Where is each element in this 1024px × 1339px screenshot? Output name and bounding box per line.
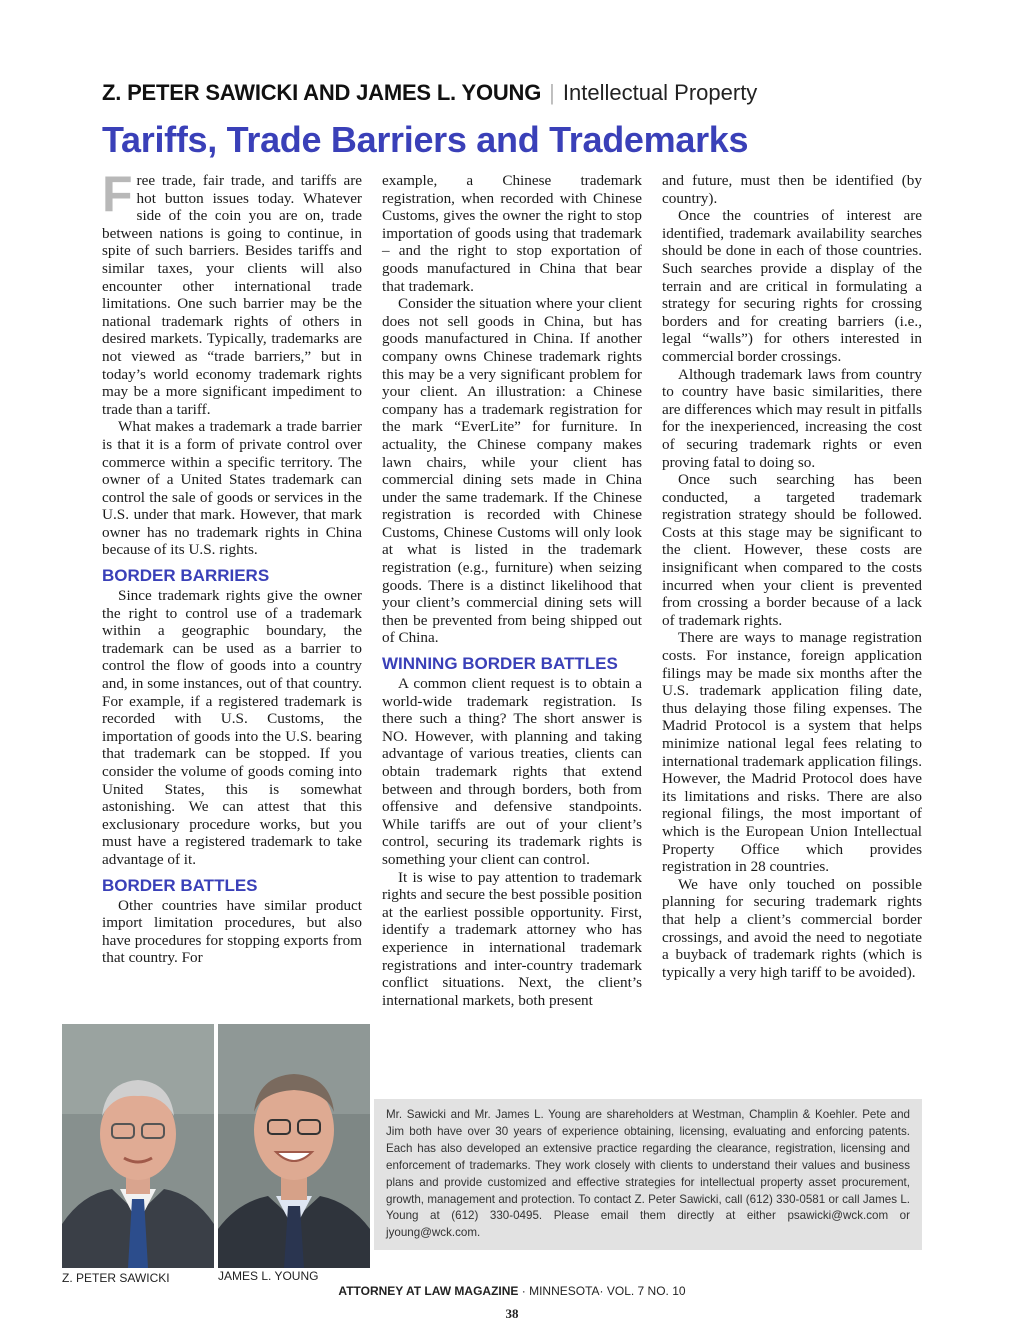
paragraph: A common client request is to obtain a world-wide trademark registration. Is there such a thing? The short answer is NO. However, with planning and taking advantage of various treaties, clients can obtain trademark rights that extend between and through borders, both from offensive and defensive standpoints. While tariffs are out of your client’s control, securing its trademark rights is something your client can control.: [382, 675, 642, 868]
author-names: Z. PETER SAWICKI AND JAMES L. YOUNG: [102, 80, 542, 105]
paragraph: We have only touched on possible planning for securing trademark rights that help a client’s commercial border crossings, and avoid the need to negotiate a buyback of trademark rights (which is typically a very high tariff to be avoided).: [662, 875, 922, 981]
article-header: [102, 78, 922, 108]
article-title: Tariffs, Trade Barriers and Trademarks: [102, 119, 749, 160]
paragraph: Although trademark laws from country to country have basic similarities, there are differences which may result in pitfalls for the inexperienced, increasing the cost of securing trademark rights or even proving fatal to doing so.: [662, 365, 922, 471]
paragraph: Once such searching has been conducted, a targeted trademark registration strategy should be followed. Costs at this stage may be significant to the client. However, these costs are insignificant when compared to the costs incurred when your client is prevented from crossing a border because of a lack of trademark rights.: [662, 471, 922, 629]
article-column-3: [662, 172, 922, 981]
portrait-sawicki-image: [62, 1024, 214, 1268]
page-number: 38: [505, 1306, 519, 1321]
paragraph: Consider the situation where your client does not sell goods in China, but has goods manufactured in China. If another company owns Chinese trademark rights this may be a very significant problem for your client. An illustration: a Chinese company has a trademark registration for the mark “EverLite” for furniture. In actuality, the Chinese company makes lawn chairs, while your client has commercial dining sets made in China under the same trademark. If the Chinese registration is recorded with Chinese Customs, Chinese Customs will only look at what is listed in the trademark registration (e.g., furniture) when seizing goods. There is a distinct likelihood that your client’s commercial dining sets will then be prevented from being shipped out of China.: [382, 295, 642, 647]
paragraph: Other countries have similar product import limitation procedures, but also have procedures for stopping exports from that country. For: [102, 896, 362, 967]
subhead-border-battles: BORDER BATTLES: [102, 875, 258, 895]
subhead-border-barriers: BORDER BARRIERS: [102, 566, 270, 586]
photo-caption-sawicki: Z. PETER SAWICKI: [62, 1271, 170, 1285]
paragraph: Once the countries of interest are identified, trademark availability searches should be done in each of those countries. Such searches provide a display of the terrain and are critical in formulating a strategy for securing rights for crossing borders and for creating barriers (i.e., legal “walls”) for others interested in commercial border crossings.: [662, 207, 922, 365]
paragraph: It is wise to pay attention to trademark rights and secure the best possible position at the earliest possible opportunity. First, identify a trademark attorney who has experience in international trademark registrations and inter-country trademark conflict situations. Next, the client’s international markets, both present: [382, 868, 642, 1009]
article-column-2: [382, 172, 642, 1009]
portrait-photo-young: [218, 1024, 370, 1268]
paragraph: [102, 166, 362, 418]
photo-caption-young: JAMES L. YOUNG: [218, 1269, 319, 1283]
subhead-winning-border-battles: WINNING BORDER BATTLES: [382, 654, 618, 674]
magazine-edition: · MINNESOTA· VOL. 7 NO. 10: [518, 1284, 686, 1298]
paragraph: example, a Chinese trademark registration, when recorded with Chinese Customs, gives the owner the right to stop importation of goods using that trademark – and the right to stop exportation of goods manufactured in China that bear that trademark.: [382, 172, 642, 295]
author-bio-box: Mr. Sawicki and Mr. James L. Young are shareholders at Westman, Champlin & Koehler. Pete and Jim both have over 30 years of experience obtaining, licensing, evaluating and enforcing patents. Each has also developed an extensive practice regarding the clearance, registration, licensing and enforcement of trademarks. They work closely with clients to understand their values and business plans and provide customized and effective strategies for intellectual property asset procurement, growth, management and protection. To contact Z. Peter Sawicki, call (612) 330-0581 or call James L. Young at (612) 330-0495. Please email them directly at either psawicki@wck.com or jyoung@wck.com.: [374, 1099, 922, 1250]
portrait-photo-sawicki: [62, 1024, 214, 1268]
header-separator: |: [549, 80, 555, 105]
paragraph: Since trademark rights give the owner the right to control use of a trademark within a geographic boundary, the trademark can be used as a barrier to control the flow of goods into a country and, in some instances, out of that country. For example, if a registered trademark is recorded with U.S. Customs, the importation of goods into the U.S. bearing that trademark can be stopped. If you consider the volume of goods coming into United States, this is somewhat astonishing. We can attest that this exclusionary procedure works, but you must have a registered trademark to take advantage of it.: [102, 587, 362, 868]
paragraph: There are ways to manage registration costs. For instance, foreign application filings may be made six months after the U.S. trademark application filing date, thus delaying those filing expenses. The Madrid Protocol is a system that helps minimize national legal fees relating to international trademark application filings. However, the Madrid Protocol does have its limitations and risks. There are also regional filings, the most important of which is the European Union Intellectual Property Office which provides registration in 28 countries.: [662, 629, 922, 876]
portrait-young-image: [218, 1024, 370, 1268]
drop-cap: F: [102, 166, 133, 222]
paragraph-text: ree trade, fair trade, and tariffs are hot button issues today. Whatever side of the coin you are on, trade between nations is going to continue, in spite of such barriers. Besides tariffs and similar taxes, your clients will also encounter other international trade limitations. One such barrier may be the national trademark rights of others in desired markets. Typically, trademarks are not viewed as “trade barriers,” but in today’s world economy trademark rights may be a more significant impediment to trade than a tariff.: [102, 172, 362, 418]
magazine-name: ATTORNEY AT LAW MAGAZINE: [338, 1284, 519, 1298]
section-name: Intellectual Property: [562, 80, 758, 105]
paragraph: and future, must then be identified (by country).: [662, 172, 922, 207]
paragraph: What makes a trademark a trade barrier is that it is a form of private control over commerce within a specific territory. The owner of a United States trademark can control the sale of goods or services in the U.S. under that mark. However, that mark owner has no trademark rights in China because of its U.S. rights.: [102, 418, 362, 559]
article-column-1: [102, 166, 362, 967]
magazine-footer: [0, 1284, 1024, 1298]
